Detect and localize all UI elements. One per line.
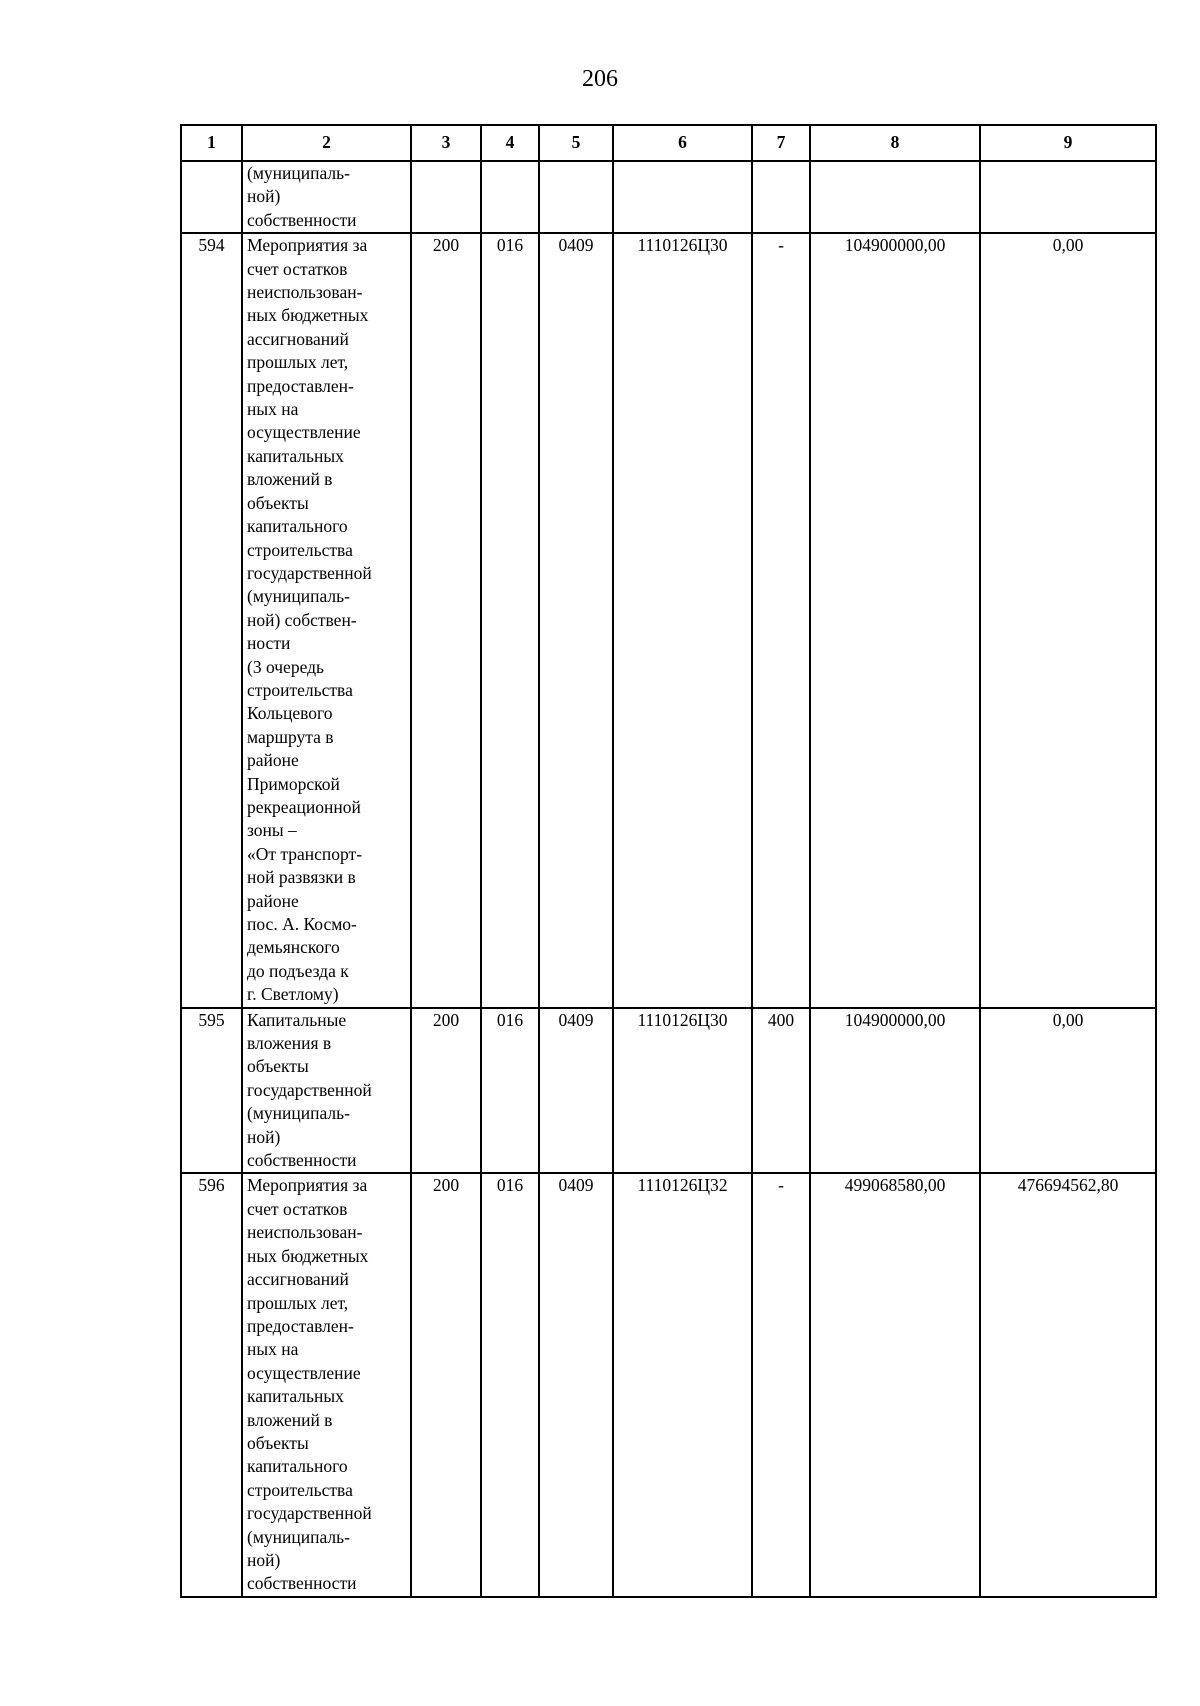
budget-table — [180, 124, 1157, 1598]
row-description: (муниципаль- ной) собственности — [242, 161, 411, 233]
row-col-8: 104900000,00 — [810, 233, 980, 1007]
column-header-6: 6 — [613, 125, 752, 161]
table-row — [181, 161, 1156, 233]
column-header-1: 1 — [181, 125, 242, 161]
row-col-8: 499068580,00 — [810, 1173, 980, 1596]
row-col-9: 0,00 — [980, 233, 1156, 1007]
column-header-2: 2 — [242, 125, 411, 161]
row-col-4 — [481, 161, 539, 233]
column-header-5: 5 — [539, 125, 613, 161]
column-header-3: 3 — [411, 125, 481, 161]
row-number — [181, 161, 242, 233]
row-col-9 — [980, 161, 1156, 233]
row-col-9: 0,00 — [980, 1008, 1156, 1174]
row-description: Капитальные вложения в объекты государственной (муниципаль- ной) собственности — [242, 1008, 411, 1174]
row-col-8 — [810, 161, 980, 233]
row-col-8: 104900000,00 — [810, 1008, 980, 1174]
row-col-5: 0409 — [539, 233, 613, 1007]
row-description: Мероприятия за счет остатков неиспользован- ных бюджетных ассигнований прошлых лет, предоставлен- ных на осуществление капитальных вложений в объекты капитального строительства государственной (муниципаль- ной) собственности — [242, 1173, 411, 1596]
row-number: 594 — [181, 233, 242, 1007]
header-row — [181, 125, 1156, 161]
column-header-8: 8 — [810, 125, 980, 161]
row-col-4: 016 — [481, 1173, 539, 1596]
row-col-4: 016 — [481, 233, 539, 1007]
column-header-9: 9 — [980, 125, 1156, 161]
row-col-6: 1110126Ц30 — [613, 233, 752, 1007]
row-number: 596 — [181, 1173, 242, 1596]
row-col-5: 0409 — [539, 1173, 613, 1596]
row-col-3: 200 — [411, 233, 481, 1007]
row-col-5 — [539, 161, 613, 233]
column-header-7: 7 — [752, 125, 810, 161]
row-col-4: 016 — [481, 1008, 539, 1174]
row-col-7: - — [752, 233, 810, 1007]
row-col-9: 476694562,80 — [980, 1173, 1156, 1596]
row-col-3 — [411, 161, 481, 233]
row-col-6 — [613, 161, 752, 233]
table-row — [181, 233, 1156, 1007]
row-description: Мероприятия за счет остатков неиспользован- ных бюджетных ассигнований прошлых лет, предоставлен- ных на осуществление капитальных вложений в объекты капитального строительства государственной (муниципаль- ной) собствен- ности (3 очередь строительства Кольцевого маршрута в районе Приморской рекреационной зоны – «От транспорт- ной развязки в районе пос. А. Космо- демьянского до подъезда к г. Светлому) — [242, 233, 411, 1007]
row-col-7: 400 — [752, 1008, 810, 1174]
table-row — [181, 1008, 1156, 1174]
row-col-7: - — [752, 1173, 810, 1596]
row-col-3: 200 — [411, 1008, 481, 1174]
row-col-6: 1110126Ц30 — [613, 1008, 752, 1174]
row-col-6: 1110126Ц32 — [613, 1173, 752, 1596]
page-number: 206 — [582, 66, 618, 92]
row-col-5: 0409 — [539, 1008, 613, 1174]
row-col-3: 200 — [411, 1173, 481, 1596]
table-row — [181, 1173, 1156, 1596]
row-col-7 — [752, 161, 810, 233]
row-number: 595 — [181, 1008, 242, 1174]
column-header-4: 4 — [481, 125, 539, 161]
